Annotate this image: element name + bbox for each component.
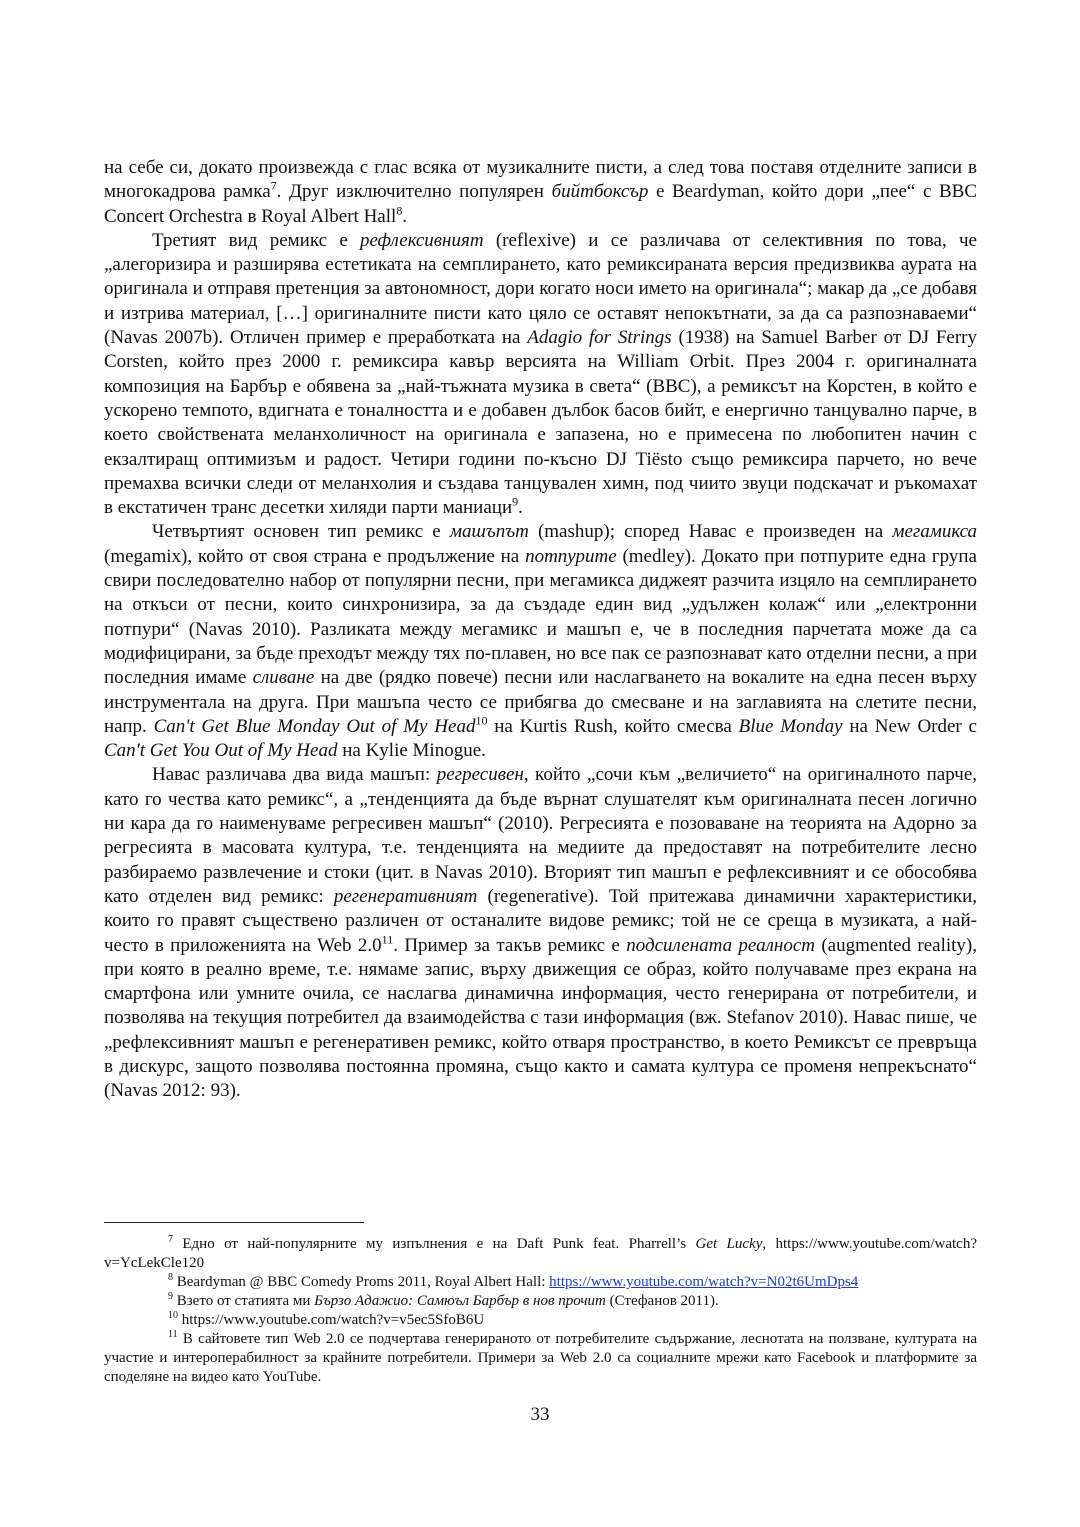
text-run: на Kylie Minogue. xyxy=(337,740,486,762)
text-run: на New Order с xyxy=(842,715,977,737)
text-run: на себе си, докато произвежда с глас всяка от музикалните писти, а след това поставя отделните записи в многокадрова рамка xyxy=(104,157,977,203)
text-run: (mashup); според Навас е произведен на xyxy=(528,521,893,543)
footnote-marker: 10 xyxy=(475,713,488,728)
text-run: . xyxy=(518,497,523,519)
footnote-marker: 9 xyxy=(168,1291,173,1302)
text-run: Навас различава два вида машъп: xyxy=(152,764,437,786)
text-run: Третият вид ремикс е xyxy=(152,229,361,251)
italic-text: Can't Get Blue Monday Out of My Head xyxy=(153,715,476,737)
text-run: (megamix), който от своя страна е продължение на xyxy=(104,545,526,567)
text-run: (regenerative). Той притежава динамични характеристики, които го правят съществено различен от останалите видове ремикс; той не се среща в музиката, а най-често в приложенията на Web 2.0 xyxy=(104,885,977,956)
footnote-marker: 8 xyxy=(168,1272,173,1283)
italic-text: рефлексивният xyxy=(360,229,484,251)
italic-text: регенеративният xyxy=(333,885,478,907)
text-run: (Стефанов 2011). xyxy=(605,1293,719,1309)
italic-text: мегамикса xyxy=(892,521,978,543)
italic-text: Blue Monday xyxy=(738,715,843,737)
text-run: , който „сочи към „величието“ на оригиналното парче, като го чества като ремикс“, а „тенденцията да бъде върнат слушателят към оригиналната песен логично ни кара да го наименуваме регресивен машъп“ (2010). Регресията е позоваване на теорията на Адорно за регресията в масовата култура, т.е. тенденцията на медиите да предоставят на потребителите лесно разбираемо развлечение и стоки (цит. в Navas 2010). Вторият тип машъп е рефлексивният и се обособява като отделен вид ремикс: xyxy=(104,764,978,907)
footnote-10 xyxy=(104,1311,977,1330)
italic-text: бийтбоксър xyxy=(551,181,649,203)
text-run: на две (рядко повече) песни или наслагването на вокалите на една песен върху инструментала на друга. При машъпа често се прибягва до смесване и на заглавията на слетите песни, напр. xyxy=(104,667,977,737)
body-text xyxy=(104,156,977,1104)
paragraph xyxy=(104,763,977,1103)
text-run: (1938) на Samuel Barber от DJ Ferry Corsten, който през 2000 г. ремиксира кавър версията на William Orbit. През 2004 г. оригиналната композиция на Барбър е обявена за „най-тъжната музика в света“ (BBC), а ремиксът на Корстен, в който е ускорено темпото, вдигната е тоналността и е добавен дълбок басов бийт, е енергично танцувално парче, в което свойствената меланхоличност на оригинала е запазена, но е примесена по любопитен начин с екзалтиращ оптимизъм и радост. Четири години по-късно DJ Tiësto също ремиксира парчето, но вече премахва всички следи от меланхолия и създава танцувален химн, под чиито звуци подскачат и ръкомахат в екстатичен транс десетки хиляди парти маниаци xyxy=(104,327,977,519)
text-run: Beardyman @ BBC Comedy Proms 2011, Royal Albert Hall: xyxy=(173,1274,550,1290)
text-run: е Beardyman, който дори „пее“ с BBC Concert Orchestra в Royal Albert Hall xyxy=(104,181,977,227)
footnote-11 xyxy=(104,1330,977,1387)
text-run: . Пример за такъв ремикс е xyxy=(393,934,627,956)
italic-text: машъпът xyxy=(449,521,529,543)
text-run: (medley). Докато при потпурите една група свири последователно набор от популярни песни, при мегамикса диджеят разчита изцяло на семплирането на откъси от песни, които синхронизира, за да създаде един вид „удължен колаж“ или „електронни потпури“ (Navas 2010). Разликата между мегамикс и машъп е, че в последния парчетата може да са модифицирани, за бъде преходът между тях по-плавен, но все пак се разпознават като отделни песни, а при последния имаме xyxy=(104,545,977,689)
page-number: 33 xyxy=(530,1404,550,1425)
footnote-marker: 10 xyxy=(168,1310,178,1321)
text-run: на Kurtis Rush, който смесва xyxy=(487,715,739,737)
text-run: Четвъртият основен тип ремикс е xyxy=(152,521,450,543)
footnote-8 xyxy=(104,1273,977,1292)
text-run: В сайтовете тип Web 2.0 се подчертава генерираното от потребителите съдържание, леснотата на ползване, културата на участие и интероперабилност за крайните потребители. Примери за Web 2.0 са социалните мрежи като Facebook и платформите за споделяне на видео като YouTube. xyxy=(104,1331,977,1385)
paragraph xyxy=(104,229,977,521)
footnote-marker: 7 xyxy=(168,1234,173,1245)
text-run: . Друг изключително популярен xyxy=(276,181,552,203)
footnote-link[interactable]: https://www.youtube.com/watch?v=N02t6UmDps4 xyxy=(549,1274,859,1290)
italic-text: Бързо Адажио: Самюъл Барбър в нов прочит xyxy=(314,1293,606,1309)
text-run: https://www.youtube.com/watch?v=v5ec5SfoB6U xyxy=(178,1312,485,1328)
italic-text: подсилената реалност xyxy=(626,934,815,956)
italic-text: потпурите xyxy=(525,545,617,567)
italic-text: Can't Get You Out of My Head xyxy=(104,740,338,762)
footnote-9 xyxy=(104,1292,977,1311)
footnote-marker: 9 xyxy=(512,494,519,509)
text-run: , https://www.youtube.com/watch?v=YcLekCle120 xyxy=(104,1236,978,1271)
italic-text: Get Lucky xyxy=(695,1236,763,1252)
footnote-separator xyxy=(104,1222,364,1223)
italic-text: регресивен xyxy=(436,764,524,786)
footnotes xyxy=(104,1235,977,1387)
footnote-7 xyxy=(104,1235,977,1273)
italic-text: Adagio for Strings xyxy=(527,327,672,349)
paragraph xyxy=(104,520,977,763)
text-run: . xyxy=(402,205,408,227)
text-run: (reflexive) и се различава от селективния по това, че „алегоризира и разширява естетиката на семплирането, като ремиксираната версия предизвиква аурата на оригинала и отправя претенция за автономност, дори когато носи името на оригинала“; макар да „се добавя и изтрива материал, […] оригиналните писти като цяло се оставят непокътнати, за да са разпознаваеми“ (Navas 2007b). Отличен пример е преработката на xyxy=(104,229,977,349)
text-run: Взето от статията ми xyxy=(173,1293,315,1309)
footnote-marker: 11 xyxy=(381,932,394,947)
footnote-marker: 8 xyxy=(396,203,403,218)
italic-text: сливане xyxy=(252,667,315,689)
text-run: (augmented reality), при която в реално време, т.е. нямаме запис, върху движещия се образ, който получаваме през екрана на смартфона или умните очила, се наслагва динамична информация, често генерирана от потребители, и позволява на текущия потребител да взаимодейства с тази информация (вж. Stefanov 2010). Навас пише, че „рефлексивният машъп е регенеративен ремикс, който отваря пространство, в което Ремиксът се превръща в дискурс, защото позволява постоянна промяна, също както и самата култура се променя непрекъснато“ (Navas 2012: 93). xyxy=(104,934,978,1102)
footnote-marker: 7 xyxy=(270,178,277,193)
text-run: Едно от най-популярните му изпълнения е на Daft Punk feat. Pharrell’s xyxy=(173,1236,696,1252)
paragraph xyxy=(104,156,977,229)
footnote-marker: 11 xyxy=(168,1329,178,1340)
